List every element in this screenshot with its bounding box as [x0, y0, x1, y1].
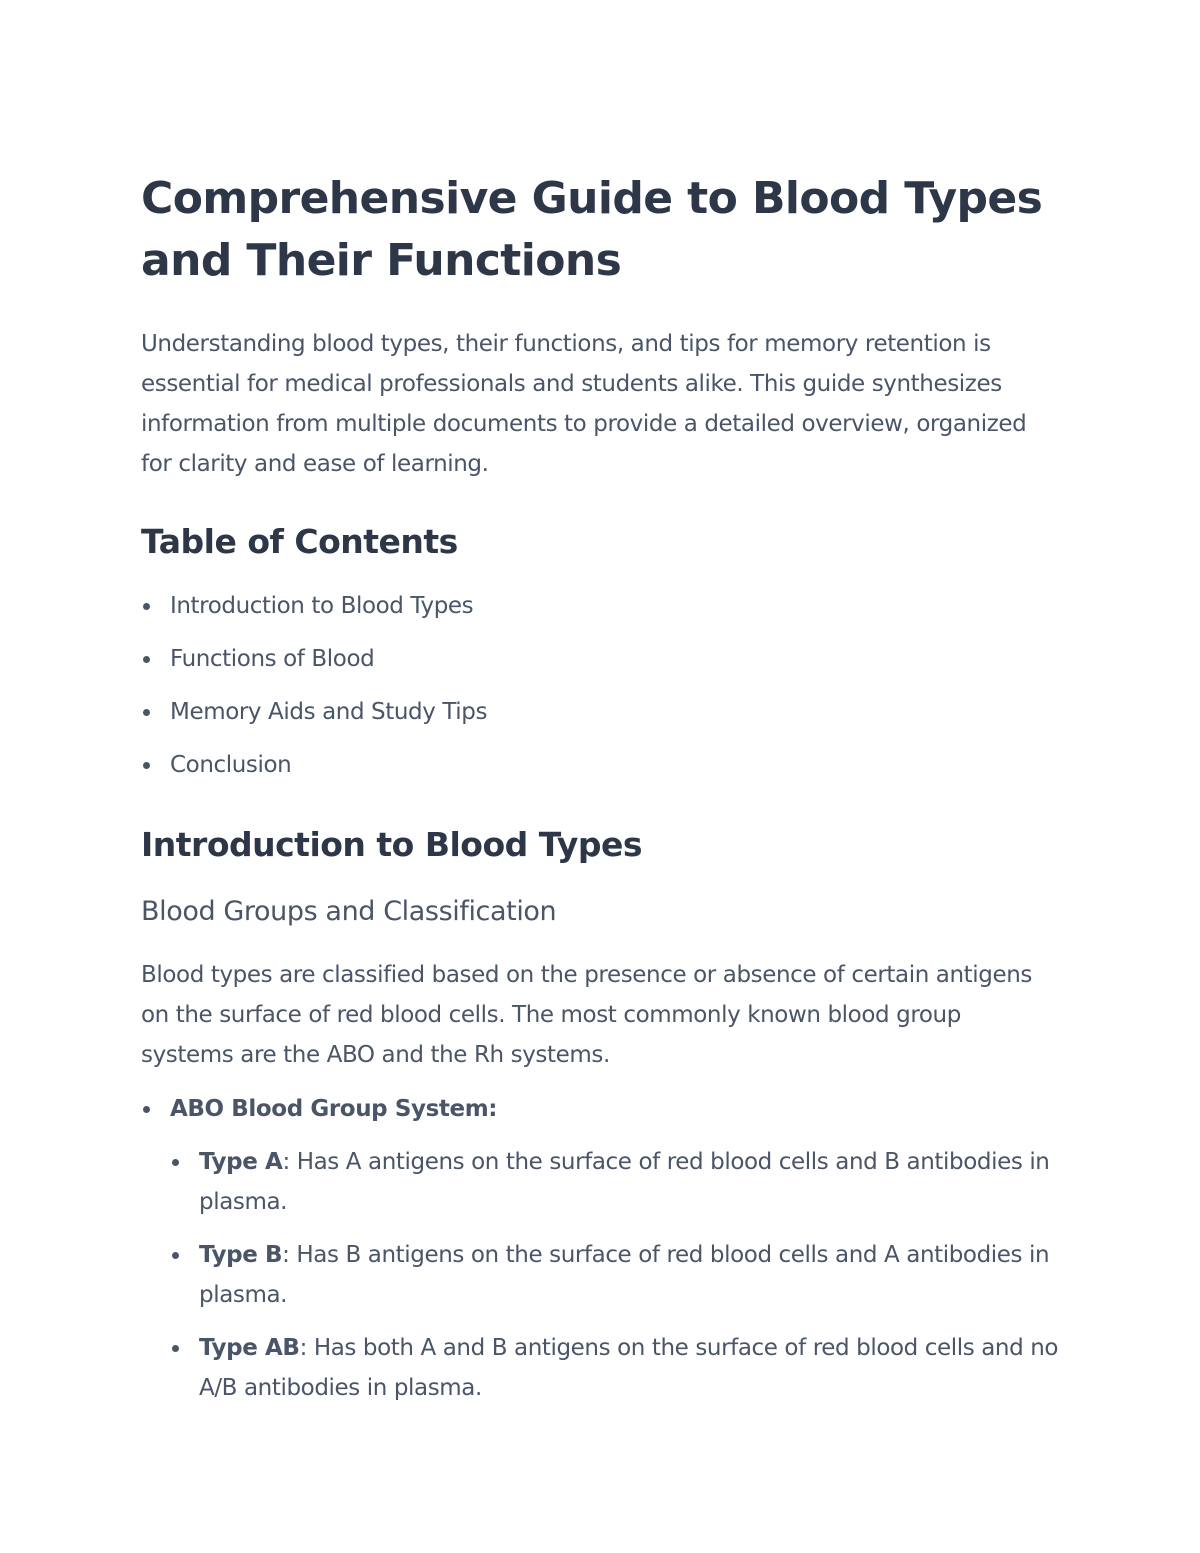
bullet-icon: [143, 1106, 150, 1113]
subsection-heading-blood-groups: Blood Groups and Classification: [141, 896, 557, 927]
blood-type-item: [170, 1235, 1060, 1315]
blood-type-description: : Has B antigens on the surface of red blood cells and A antibodies in plasma.: [199, 1242, 1050, 1308]
abo-system-item: [141, 1089, 1060, 1408]
classification-paragraph: Blood types are classified based on the presence or absence of certain antigens on the surface of red blood cells. The most commonly known blood group systems are the ABO and the Rh systems.: [141, 962, 1032, 1068]
toc-heading: Table of Contents: [141, 522, 458, 561]
toc-item: [141, 692, 1060, 732]
blood-type-description: : Has A antigens on the surface of red blood cells and B antibodies in plasma.: [199, 1149, 1050, 1215]
bullet-icon: [172, 1252, 179, 1259]
blood-type-name: Type AB: [199, 1335, 300, 1361]
bullet-icon: [172, 1345, 179, 1352]
abo-list: [141, 1089, 1060, 1408]
toc-item-label: Conclusion: [170, 752, 292, 778]
document-title: Comprehensive Guide to Blood Types and Their Functions: [141, 173, 1043, 286]
blood-type-item: [170, 1142, 1060, 1222]
section-heading-introduction: Introduction to Blood Types: [141, 825, 643, 864]
bullet-icon: [172, 1159, 179, 1166]
blood-type-description: : Has both A and B antigens on the surface of red blood cells and no A/B antibodies in plasma.: [199, 1335, 1059, 1401]
blood-type-name: Type A: [199, 1149, 283, 1175]
blood-type-name: Type B: [199, 1242, 283, 1268]
bullet-icon: [143, 656, 150, 663]
blood-type-item: [170, 1328, 1060, 1408]
toc-item-label: Functions of Blood: [170, 646, 375, 672]
toc-list: [141, 586, 1060, 785]
bullet-icon: [143, 603, 150, 610]
bullet-icon: [143, 709, 150, 716]
toc-item-label: Introduction to Blood Types: [170, 593, 474, 619]
bullet-icon: [143, 762, 150, 769]
toc-item: [141, 586, 1060, 626]
toc-item: [141, 745, 1060, 785]
abo-system-label: ABO Blood Group System:: [170, 1096, 498, 1122]
blood-type-list: [170, 1142, 1060, 1408]
toc-item: [141, 639, 1060, 679]
toc-item-label: Memory Aids and Study Tips: [170, 699, 488, 725]
intro-paragraph: Understanding blood types, their functions, and tips for memory retention is essential for medical professionals and students alike. This guide synthesizes information from multiple documents to provide a detailed overview, organized for clarity and ease of learning.: [141, 331, 1027, 477]
